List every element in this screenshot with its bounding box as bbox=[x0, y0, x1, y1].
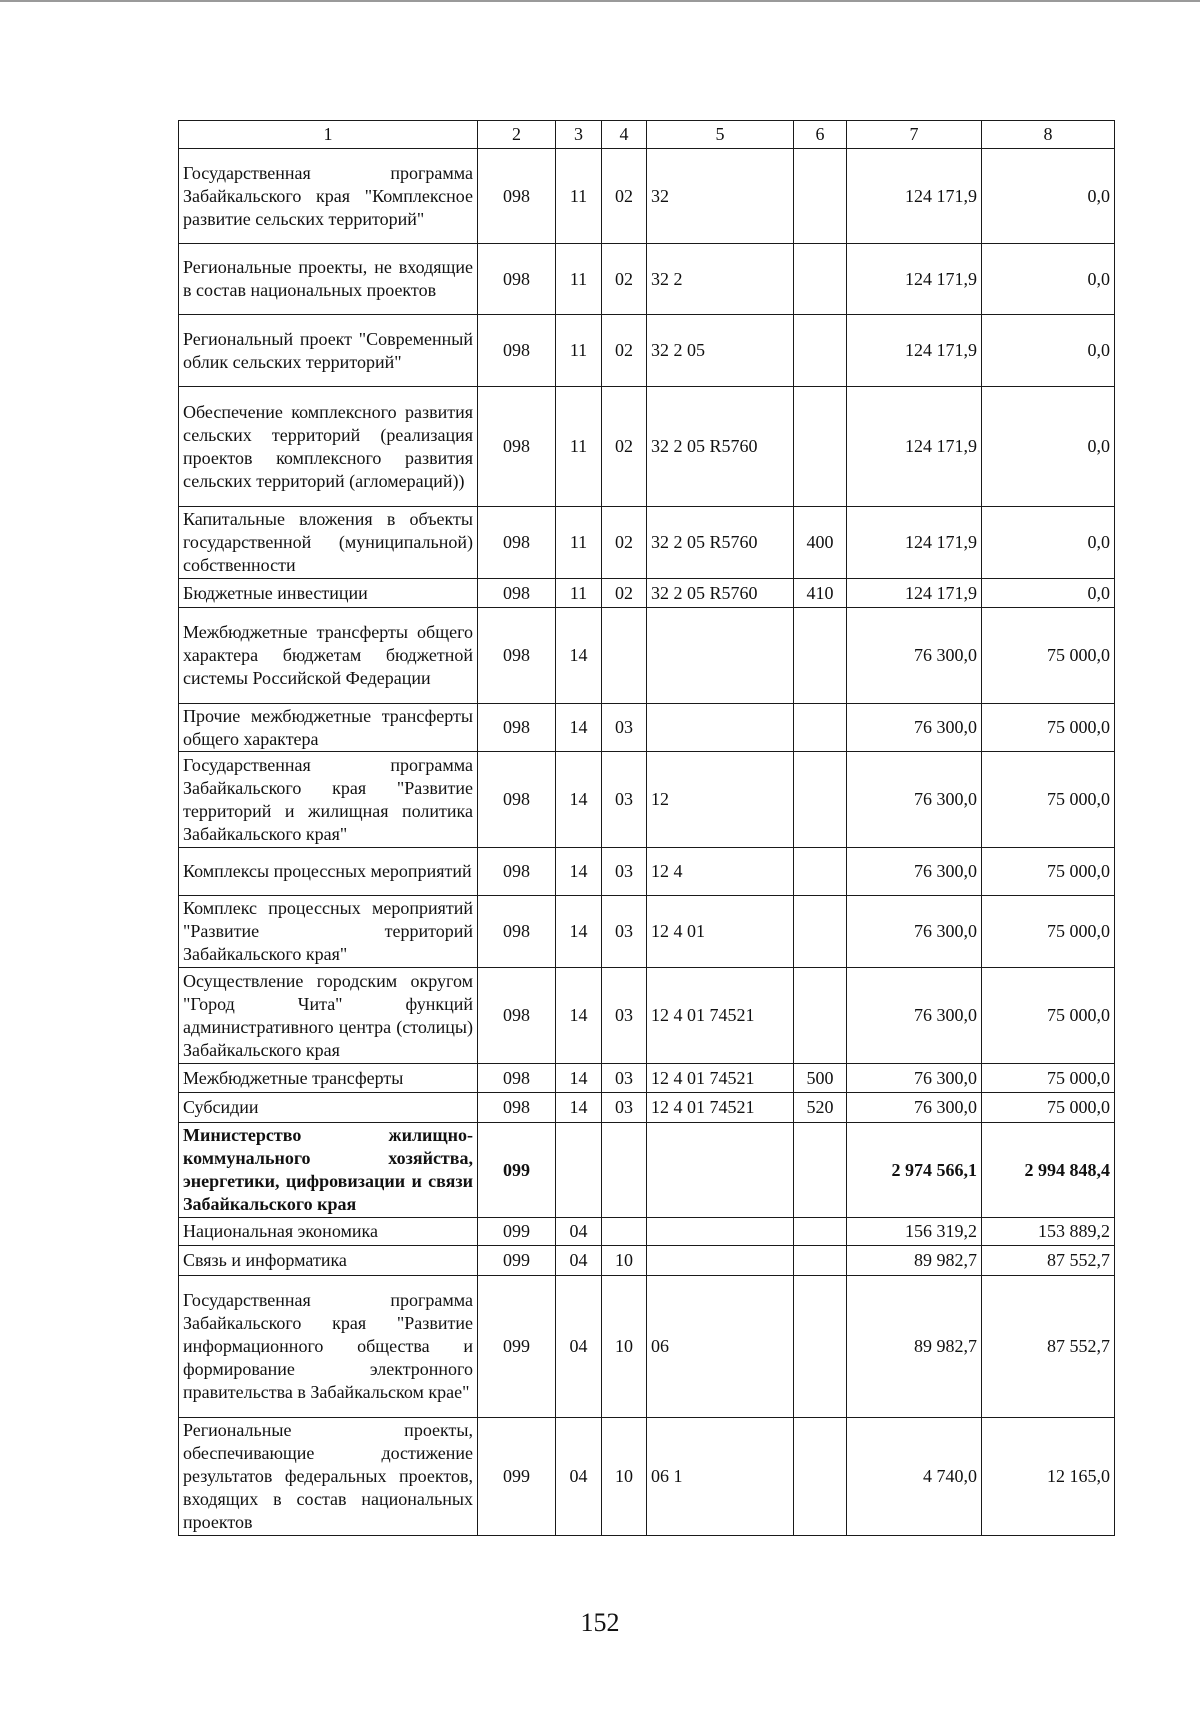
table-row bbox=[179, 149, 1115, 244]
amount-col7: 124 171,9 bbox=[847, 315, 982, 387]
amount-col7: 124 171,9 bbox=[847, 507, 982, 579]
column-header: 5 bbox=[647, 121, 794, 149]
amount-col7: 4 740,0 bbox=[847, 1418, 982, 1536]
amount-col7: 76 300,0 bbox=[847, 608, 982, 704]
amount-col7: 89 982,7 bbox=[847, 1276, 982, 1418]
subsection-code: 02 bbox=[602, 244, 647, 315]
amount-col8: 0,0 bbox=[982, 149, 1115, 244]
subsection-code: 03 bbox=[602, 752, 647, 848]
admin-code: 099 bbox=[478, 1276, 556, 1418]
target-item-code bbox=[647, 1123, 794, 1218]
expense-type-code bbox=[794, 968, 847, 1064]
section-code: 11 bbox=[556, 149, 602, 244]
target-item-code: 12 4 01 74521 bbox=[647, 968, 794, 1064]
target-item-code: 12 4 01 bbox=[647, 896, 794, 968]
expense-type-code bbox=[794, 1218, 847, 1246]
amount-col7: 76 300,0 bbox=[847, 1093, 982, 1123]
admin-code: 099 bbox=[478, 1246, 556, 1276]
expense-type-code bbox=[794, 1246, 847, 1276]
table-row bbox=[179, 896, 1115, 968]
expense-type-code bbox=[794, 315, 847, 387]
subsection-code: 02 bbox=[602, 149, 647, 244]
admin-code: 098 bbox=[478, 848, 556, 896]
section-code: 14 bbox=[556, 1093, 602, 1123]
item-name: Капитальные вложения в объекты государственной (муниципальной) собственности bbox=[179, 507, 478, 579]
subsection-code: 03 bbox=[602, 896, 647, 968]
amount-col8: 87 552,7 bbox=[982, 1276, 1115, 1418]
amount-col8: 0,0 bbox=[982, 387, 1115, 507]
expense-type-code bbox=[794, 149, 847, 244]
amount-col8: 153 889,2 bbox=[982, 1218, 1115, 1246]
amount-col8: 0,0 bbox=[982, 244, 1115, 315]
expense-type-code bbox=[794, 704, 847, 752]
amount-col8: 75 000,0 bbox=[982, 848, 1115, 896]
amount-col7: 76 300,0 bbox=[847, 896, 982, 968]
subsection-code: 03 bbox=[602, 968, 647, 1064]
subsection-code: 02 bbox=[602, 579, 647, 608]
expense-type-code bbox=[794, 387, 847, 507]
table-row bbox=[179, 1246, 1115, 1276]
expense-type-code: 500 bbox=[794, 1064, 847, 1093]
scan-top-edge bbox=[0, 0, 1200, 2]
admin-code: 098 bbox=[478, 244, 556, 315]
section-code bbox=[556, 1123, 602, 1218]
item-name: Осуществление городским округом "Город Чита" функций административного центра (столицы) Забайкальского края bbox=[179, 968, 478, 1064]
target-item-code: 32 2 05 R5760 bbox=[647, 579, 794, 608]
expense-type-code bbox=[794, 1123, 847, 1218]
admin-code: 098 bbox=[478, 968, 556, 1064]
admin-code: 098 bbox=[478, 704, 556, 752]
expense-type-code: 520 bbox=[794, 1093, 847, 1123]
expense-type-code: 400 bbox=[794, 507, 847, 579]
expense-type-code bbox=[794, 608, 847, 704]
section-code: 11 bbox=[556, 387, 602, 507]
section-code: 04 bbox=[556, 1418, 602, 1536]
target-item-code: 32 2 bbox=[647, 244, 794, 315]
target-item-code: 06 1 bbox=[647, 1418, 794, 1536]
subsection-code: 02 bbox=[602, 387, 647, 507]
amount-col8: 75 000,0 bbox=[982, 968, 1115, 1064]
admin-code: 098 bbox=[478, 1064, 556, 1093]
amount-col8: 87 552,7 bbox=[982, 1246, 1115, 1276]
table-row bbox=[179, 387, 1115, 507]
subsection-code: 02 bbox=[602, 315, 647, 387]
subsection-code: 10 bbox=[602, 1276, 647, 1418]
target-item-code: 12 4 01 74521 bbox=[647, 1093, 794, 1123]
amount-col7: 124 171,9 bbox=[847, 579, 982, 608]
amount-col7: 76 300,0 bbox=[847, 704, 982, 752]
table-header-row bbox=[179, 121, 1115, 149]
item-name: Региональные проекты, обеспечивающие достижение результатов федеральных проектов, входящих в состав национальных проектов bbox=[179, 1418, 478, 1536]
table-row bbox=[179, 244, 1115, 315]
amount-col8: 75 000,0 bbox=[982, 1064, 1115, 1093]
target-item-code: 12 bbox=[647, 752, 794, 848]
admin-code: 098 bbox=[478, 1093, 556, 1123]
amount-col8: 75 000,0 bbox=[982, 1093, 1115, 1123]
table-row bbox=[179, 1123, 1115, 1218]
item-name: Связь и информатика bbox=[179, 1246, 478, 1276]
item-name: Государственная программа Забайкальского края "Развитие территорий и жилищная политика Забайкальского края" bbox=[179, 752, 478, 848]
table-row bbox=[179, 1218, 1115, 1246]
amount-col7: 156 319,2 bbox=[847, 1218, 982, 1246]
target-item-code: 32 2 05 R5760 bbox=[647, 507, 794, 579]
target-item-code bbox=[647, 1246, 794, 1276]
amount-col8: 0,0 bbox=[982, 315, 1115, 387]
expense-type-code bbox=[794, 1276, 847, 1418]
column-header: 2 bbox=[478, 121, 556, 149]
admin-code: 098 bbox=[478, 149, 556, 244]
table-row bbox=[179, 752, 1115, 848]
section-code: 11 bbox=[556, 579, 602, 608]
admin-code: 098 bbox=[478, 315, 556, 387]
amount-col7: 2 974 566,1 bbox=[847, 1123, 982, 1218]
target-item-code bbox=[647, 704, 794, 752]
expense-type-code bbox=[794, 896, 847, 968]
amount-col7: 76 300,0 bbox=[847, 1064, 982, 1093]
column-header: 3 bbox=[556, 121, 602, 149]
subsection-code bbox=[602, 608, 647, 704]
column-header: 8 bbox=[982, 121, 1115, 149]
section-code: 14 bbox=[556, 704, 602, 752]
item-name: Межбюджетные трансферты общего характера бюджетам бюджетной системы Российской Федерации bbox=[179, 608, 478, 704]
item-name: Государственная программа Забайкальского края "Комплексное развитие сельских территорий" bbox=[179, 149, 478, 244]
subsection-code: 03 bbox=[602, 1064, 647, 1093]
item-name: Субсидии bbox=[179, 1093, 478, 1123]
section-code: 04 bbox=[556, 1276, 602, 1418]
subsection-code: 10 bbox=[602, 1246, 647, 1276]
item-name: Региональный проект "Современный облик сельских территорий" bbox=[179, 315, 478, 387]
admin-code: 098 bbox=[478, 896, 556, 968]
table-row bbox=[179, 315, 1115, 387]
column-header: 6 bbox=[794, 121, 847, 149]
section-code: 11 bbox=[556, 507, 602, 579]
table-row bbox=[179, 1418, 1115, 1536]
amount-col7: 76 300,0 bbox=[847, 848, 982, 896]
amount-col7: 124 171,9 bbox=[847, 387, 982, 507]
section-code: 04 bbox=[556, 1246, 602, 1276]
section-code: 04 bbox=[556, 1218, 602, 1246]
subsection-code bbox=[602, 1123, 647, 1218]
amount-col7: 124 171,9 bbox=[847, 149, 982, 244]
item-name: Национальная экономика bbox=[179, 1218, 478, 1246]
admin-code: 099 bbox=[478, 1218, 556, 1246]
table-row bbox=[179, 1093, 1115, 1123]
subsection-code: 10 bbox=[602, 1418, 647, 1536]
target-item-code: 12 4 bbox=[647, 848, 794, 896]
subsection-code: 03 bbox=[602, 848, 647, 896]
section-code: 14 bbox=[556, 752, 602, 848]
column-header: 1 bbox=[179, 121, 478, 149]
budget-table bbox=[178, 120, 1115, 1536]
section-code: 14 bbox=[556, 968, 602, 1064]
table-row bbox=[179, 1276, 1115, 1418]
item-name: Государственная программа Забайкальского края "Развитие информационного общества и формирование электронного правительства в Забайкальском крае" bbox=[179, 1276, 478, 1418]
section-code: 11 bbox=[556, 244, 602, 315]
section-code: 14 bbox=[556, 1064, 602, 1093]
amount-col8: 2 994 848,4 bbox=[982, 1123, 1115, 1218]
item-name: Комплекс процессных мероприятий "Развитие территорий Забайкальского края" bbox=[179, 896, 478, 968]
item-name: Региональные проекты, не входящие в состав национальных проектов bbox=[179, 244, 478, 315]
section-code: 14 bbox=[556, 896, 602, 968]
subsection-code: 03 bbox=[602, 704, 647, 752]
table-row bbox=[179, 704, 1115, 752]
admin-code: 099 bbox=[478, 1418, 556, 1536]
target-item-code bbox=[647, 1218, 794, 1246]
page-number: 152 bbox=[580, 1608, 620, 1637]
column-header: 4 bbox=[602, 121, 647, 149]
section-code: 14 bbox=[556, 608, 602, 704]
amount-col7: 76 300,0 bbox=[847, 752, 982, 848]
target-item-code: 12 4 01 74521 bbox=[647, 1064, 794, 1093]
admin-code: 098 bbox=[478, 579, 556, 608]
expense-type-code: 410 bbox=[794, 579, 847, 608]
amount-col8: 75 000,0 bbox=[982, 896, 1115, 968]
table-row bbox=[179, 608, 1115, 704]
amount-col7: 89 982,7 bbox=[847, 1246, 982, 1276]
column-header: 7 bbox=[847, 121, 982, 149]
admin-code: 098 bbox=[478, 387, 556, 507]
target-item-code: 32 2 05 R5760 bbox=[647, 387, 794, 507]
amount-col8: 75 000,0 bbox=[982, 752, 1115, 848]
amount-col8: 0,0 bbox=[982, 507, 1115, 579]
subsection-code: 02 bbox=[602, 507, 647, 579]
expense-type-code bbox=[794, 244, 847, 315]
amount-col7: 76 300,0 bbox=[847, 968, 982, 1064]
admin-code: 098 bbox=[478, 507, 556, 579]
table-row bbox=[179, 507, 1115, 579]
item-name: Министерство жилищно-коммунального хозяйства, энергетики, цифровизации и связи Забайкальского края bbox=[179, 1123, 478, 1218]
section-code: 14 bbox=[556, 848, 602, 896]
table-row bbox=[179, 968, 1115, 1064]
amount-col8: 75 000,0 bbox=[982, 704, 1115, 752]
table-row bbox=[179, 848, 1115, 896]
target-item-code bbox=[647, 608, 794, 704]
expense-type-code bbox=[794, 848, 847, 896]
table-row bbox=[179, 1064, 1115, 1093]
admin-code: 098 bbox=[478, 608, 556, 704]
amount-col8: 12 165,0 bbox=[982, 1418, 1115, 1536]
expense-type-code bbox=[794, 1418, 847, 1536]
item-name: Бюджетные инвестиции bbox=[179, 579, 478, 608]
expense-type-code bbox=[794, 752, 847, 848]
admin-code: 098 bbox=[478, 752, 556, 848]
item-name: Обеспечение комплексного развития сельских территорий (реализация проектов комплексного развития сельских территорий (агломераций)) bbox=[179, 387, 478, 507]
amount-col8: 0,0 bbox=[982, 579, 1115, 608]
subsection-code: 03 bbox=[602, 1093, 647, 1123]
target-item-code: 06 bbox=[647, 1276, 794, 1418]
amount-col8: 75 000,0 bbox=[982, 608, 1115, 704]
item-name: Комплексы процессных мероприятий bbox=[179, 848, 478, 896]
admin-code: 099 bbox=[478, 1123, 556, 1218]
target-item-code: 32 2 05 bbox=[647, 315, 794, 387]
target-item-code: 32 bbox=[647, 149, 794, 244]
table-row bbox=[179, 579, 1115, 608]
item-name: Прочие межбюджетные трансферты общего характера bbox=[179, 704, 478, 752]
amount-col7: 124 171,9 bbox=[847, 244, 982, 315]
subsection-code bbox=[602, 1218, 647, 1246]
section-code: 11 bbox=[556, 315, 602, 387]
item-name: Межбюджетные трансферты bbox=[179, 1064, 478, 1093]
